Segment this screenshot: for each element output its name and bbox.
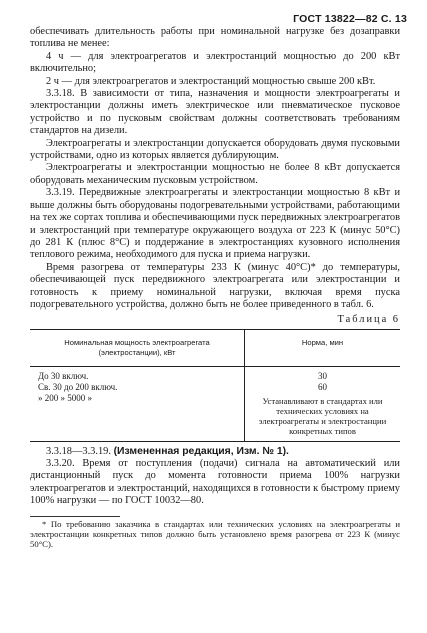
table-cell: 30	[318, 370, 327, 381]
paragraph: 4 ч — для электроагрегатов и электростанций мощностью до 200 кВт включительно;	[30, 50, 400, 75]
paragraph: 3.3.19. Передвижные электроагрегаты и электростанции мощностью 8 кВт и выше должны быть оборудованы подогревательными устройствами, работающими на тех же сортах топлива и обеспечивающими пуск передвижных электроагрегатов и электростанций при температуре окружающего воздуха от 223 К (минус 50°С) до 281 К (плюс 8°С) и поддержание в электростанциях кузовного исполнения теплового режима, необходимого для пуска и приема нагрузки.	[30, 187, 400, 261]
table-cell: До 30 включ.	[38, 370, 89, 381]
footnote-divider	[30, 516, 120, 517]
paragraph: Электроагрегаты и электростанции мощностью не более 8 кВт допускается оборудовать механическим пусковым устройством.	[30, 162, 400, 186]
paragraph: Время разогрева от температуры 233 К (минус 40°С)* до температуры, обеспечивающей пуск передвижного электроагрегата или электростанции и готовность к приему номинальной нагрузки, включая время пуска подогревательного устройства, должно быть не более приведенного в табл. 6.	[30, 261, 400, 310]
footnote: * По требованию заказчика в стандартах или технических условиях на электроагрегаты и электростанции конкретных типов должно быть установлено время разогрева от 223 К (минус 50°С).	[30, 518, 400, 549]
table-cell: » 200 » 5000 »	[38, 392, 92, 403]
table-norm-column	[245, 367, 400, 441]
table-cell: Св. 30 до 200 включ.	[38, 381, 118, 392]
table-header-power: Номинальная мощность электроагрегата (электростанции), кВт	[30, 330, 245, 367]
document-body	[30, 26, 400, 549]
edition-note: (Измененная редакция, Изм. № 1).	[113, 445, 289, 457]
paragraph: 2 ч — для электроагрегатов и электростанций мощностью свыше 200 кВт.	[46, 75, 376, 87]
table-header-norm: Норма, мин	[245, 330, 400, 367]
table-6	[30, 329, 400, 442]
paragraph: обеспечивать длительность работы при номинальной нагрузке без дозаправки топлива не менее:	[30, 26, 400, 50]
table-caption: Таблица 6	[337, 314, 400, 326]
edition-line	[30, 446, 400, 458]
table-cell: 60	[318, 381, 327, 392]
edition-ref: 3.3.18—3.3.19.	[46, 445, 111, 457]
table-note: Устанавливают в стандартах или технических условиях на электроагрегаты и электростанции конкретных типов	[258, 395, 387, 437]
page-header: ГОСТ 13822—82 С. 13	[293, 13, 407, 25]
table-power-column	[30, 367, 245, 441]
paragraph: 3.3.18. В зависимости от типа, назначения и мощности электроагрегаты и электростанции должны иметь электрическое или пневматическое пусковое устройство и по пусковым свойствам должны соответствовать требованиям стандартов на дизели.	[30, 88, 400, 137]
paragraph: Электроагрегаты и электростанции допускается оборудовать двумя пусковыми устройствами, одно из которых является дублирующим.	[30, 137, 400, 162]
paragraph: 3.3.20. Время от поступления (подачи) сигнала на автоматический или дистанционный пуск до момента готовности приема 100% нагрузки электроагрегатов и электростанций, находящихся в готовности к быстрому приему 100% нагрузки — по ГОСТ 10032—80.	[30, 457, 400, 507]
